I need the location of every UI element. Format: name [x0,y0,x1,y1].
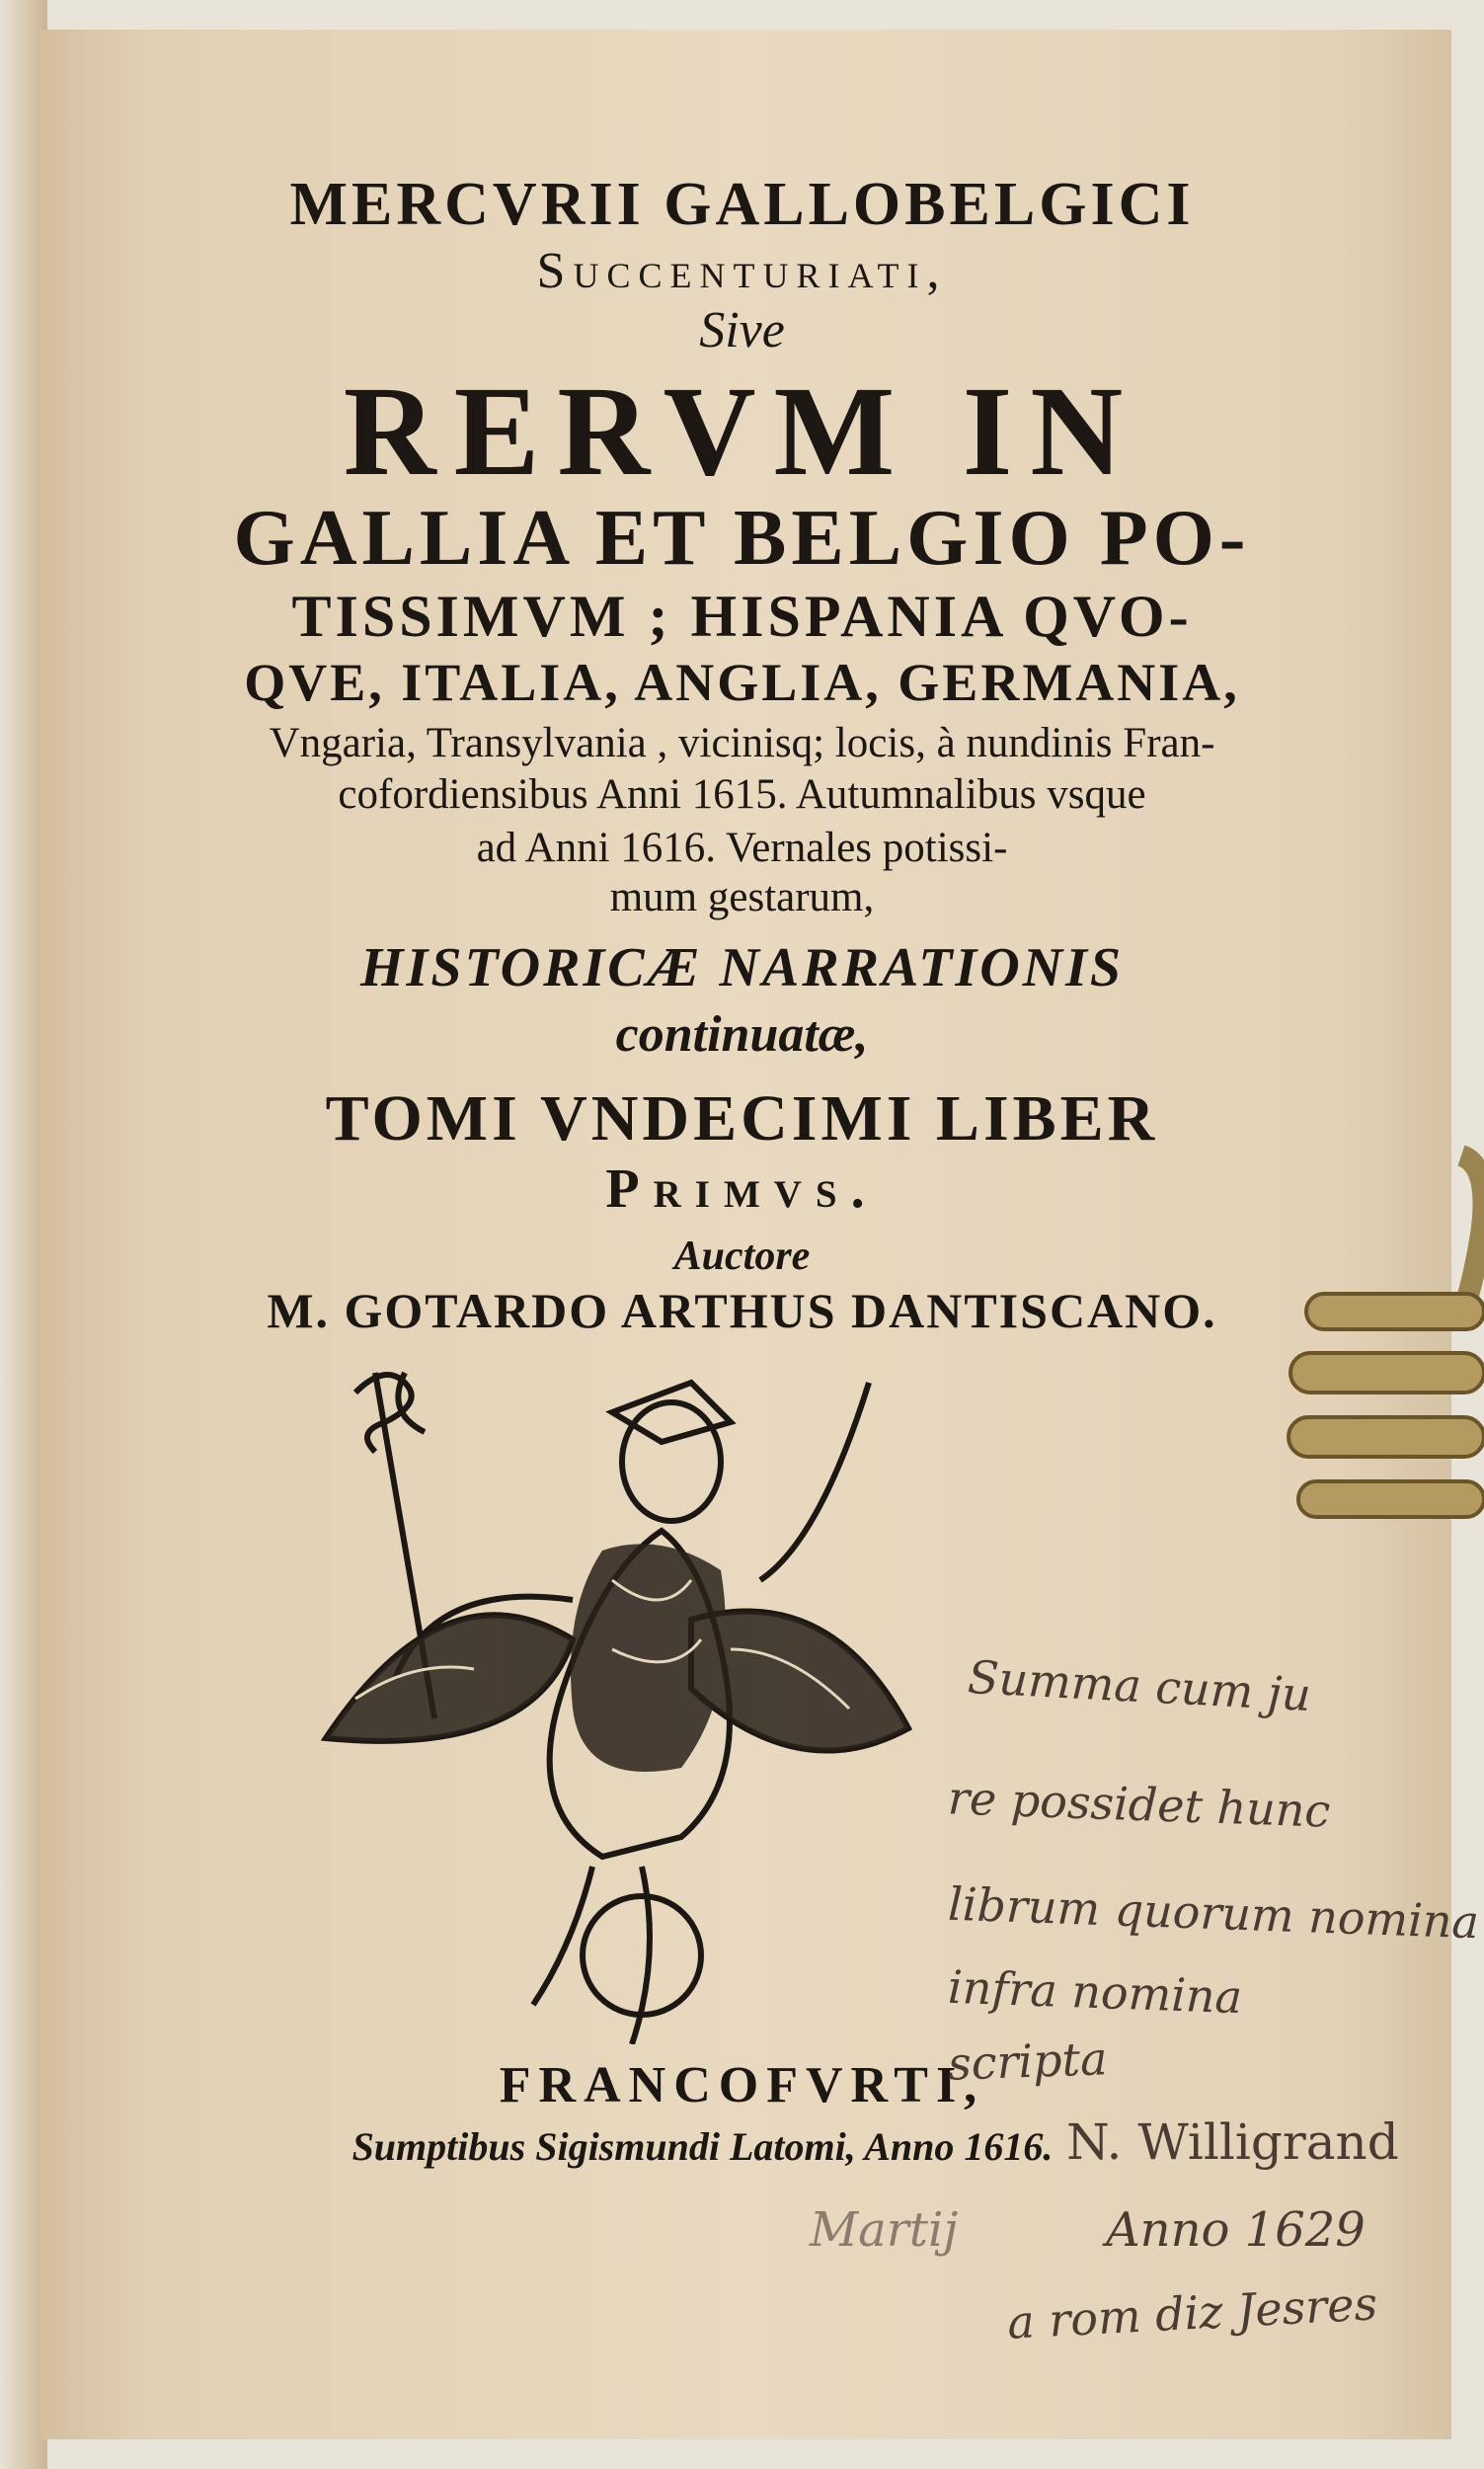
inscription-line-5: scripta [947,2031,1109,2091]
title-line-11: mum gestarum, [609,874,875,920]
inscription-line-1: Summa cum ju [966,1649,1313,1722]
title-line-16: Auctore [673,1234,811,1279]
title-line-6: TISSIMVM ; HISPANIA QVO- [291,584,1193,649]
title-line-1: MERCVRII GALLOBELGICI [289,171,1195,238]
imprint-place: FRANCOFVRTI, [499,2057,985,2113]
title-line-13: continuatæ, [615,1006,869,1063]
inscription-line-7: Anno 1629 [1106,2202,1366,2258]
title-line-7: QVE, ITALIA, ANGLIA, GERMANIA, [244,653,1240,712]
title-line-10: ad Anni 1616. Vernales potissi- [476,825,1008,871]
title-line-15: Primvs. [605,1158,879,1220]
title-line-2: Succenturiati, [536,243,948,299]
inscription-line-6: N. Willigrand [1066,2113,1399,2171]
title-line-8: Vngaria, Transylvania , vicinisq; locis, à nundinis Fran- [269,720,1215,766]
inscription-line-8: Martij [810,2202,959,2258]
title-line-4: RERVM IN [343,360,1141,503]
title-line-3: Sive [699,302,785,358]
title-line-9: cofordiensibus Anni 1615. Autumnalibus vsque [338,771,1146,818]
title-line-14: TOMI VNDECIMI LIBER [325,1082,1159,1155]
title-line-12: HISTORICÆ NARRATIONIS [359,937,1125,998]
imprint-publisher: Sumptibus Sigismundi Latomi, Anno 1616. [351,2124,1054,2169]
inscription-line-9: a rom diz Jesres [1005,2276,1379,2350]
mercury-woodcut [316,1353,918,2044]
inscription-line-3: librum quorum nomina [947,1876,1480,1950]
title-line-17: M. GOTARDO ARTHUS DANTISCANO. [267,1283,1217,1338]
inscription-line-4: infra nomina [947,1959,1243,2025]
title-line-5: GALLIA ET BELGIO PO- [233,495,1251,582]
inscription-line-2: re possidet hunc [947,1771,1332,1838]
